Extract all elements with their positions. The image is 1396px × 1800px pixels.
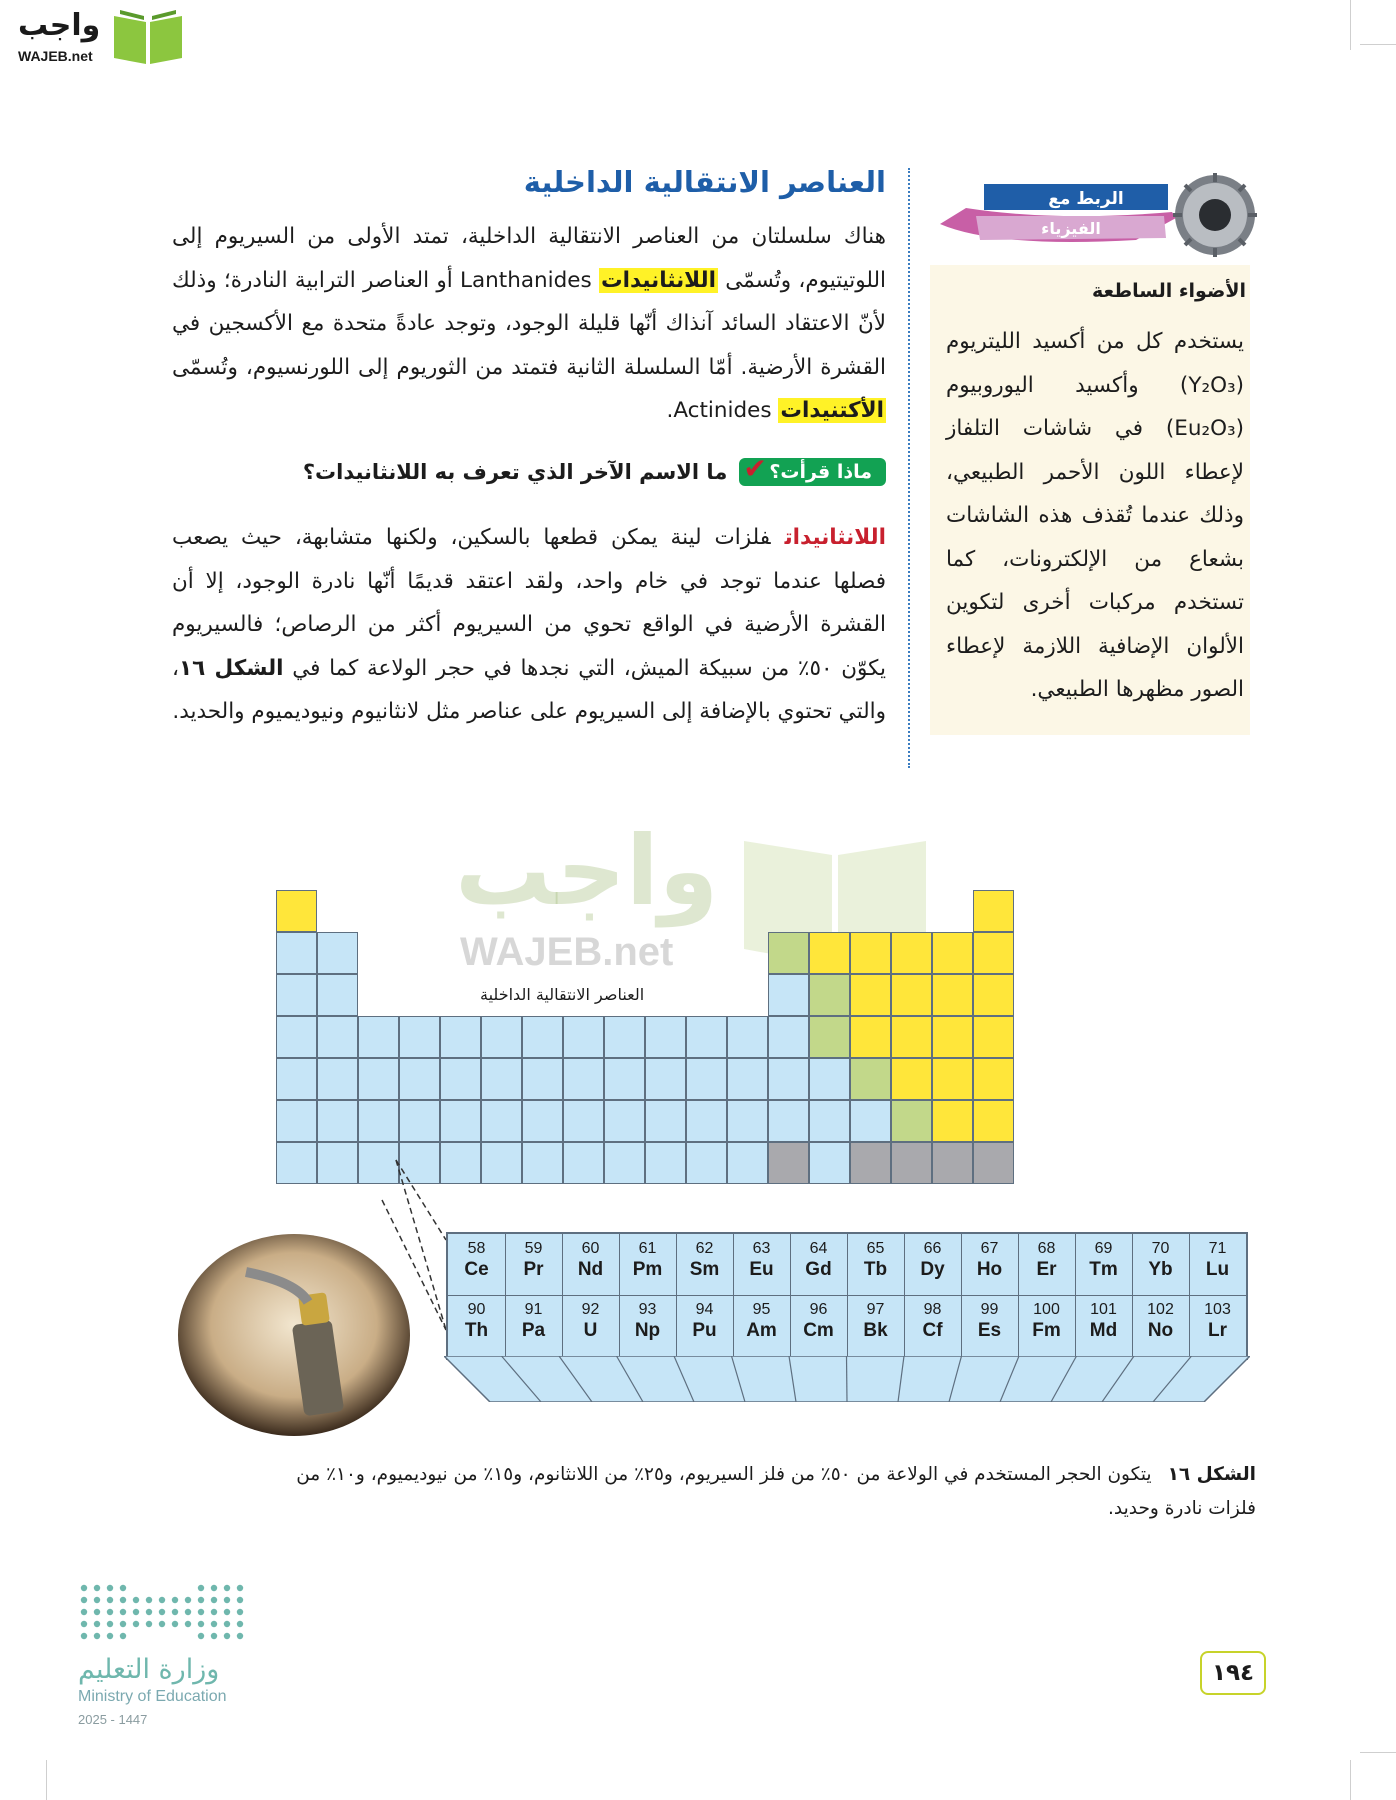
column-divider [908,168,910,768]
periodic-cell [399,1016,440,1058]
periodic-cell [358,1016,399,1058]
element-number: 66 [923,1240,942,1257]
logo-dot [211,1597,217,1603]
logo-dot [237,1585,243,1591]
periodic-cell [973,1058,1014,1100]
element-symbol: Bk [863,1320,888,1341]
element-cell [448,1295,506,1356]
element-symbol: Th [464,1320,489,1341]
sidebar-body: يستخدم كل من أكسيد الليتريوم (Y₂O₃) وأكسيد اليوروبيوم (Eu₂O₃) في شاشات التلفاز لإعطاء اللون الأحمر الطبيعي، وذلك عندما تُقذف هذه الشاشات بشعاع من الإلكترونات، كما تستخدم مركبات أخرى لتكوين الألوان الإضافية اللازمة لإعطاء الصور مظهرها الطبيعي. [946,329,1244,702]
logo-dot [81,1585,87,1591]
element-cell [847,1234,905,1295]
reading-check-label: ماذا قرأت؟ [769,461,872,483]
element-number: 92 [581,1301,600,1318]
logo-dot [224,1633,230,1639]
element-number: 91 [524,1301,543,1318]
logo-dot [94,1585,100,1591]
element-cell [1075,1295,1133,1356]
periodic-cell [686,1142,727,1184]
periodic-cell [686,1016,727,1058]
logo-dot [185,1621,191,1627]
section-title: العناصر الانتقالية الداخلية [523,165,886,199]
paragraph-lanthanides-a: فلزات لينة يمكن قطعها بالسكين، ولكنها متشابهة، حيث يصعب فصلها عندما توجد في خام واحد، ولقد اعتقد قديمًا أنّها نادرة الوجود، إلا أن القشرة الأرضية في الواقع تحوي من السيريوم أكثر من الرصاص؛ فالسيريوم يكوّن ٥٠٪ من سبيكة الميش، التي نجدها في حجر الولاعة كما في [172,525,886,681]
element-cell [1132,1234,1190,1295]
logo-dot [146,1609,152,1615]
element-cell [562,1295,620,1356]
periodic-cell [317,1058,358,1100]
element-number: 65 [866,1240,885,1257]
element-number: 67 [980,1240,999,1257]
periodic-cell [891,974,932,1016]
logo-dot [198,1609,204,1615]
paragraph-intro-c: Actinides. [666,398,779,423]
periodic-cell [645,1142,686,1184]
periodic-cell [563,1016,604,1058]
periodic-cell [809,1016,850,1058]
logo-dot [211,1621,217,1627]
periodic-cell [973,890,1014,932]
periodic-cell [809,1058,850,1100]
periodic-cell [932,974,973,1016]
element-number: 95 [752,1301,771,1318]
element-number: 68 [1037,1240,1056,1257]
logo-dot [107,1585,113,1591]
periodic-cell [768,932,809,974]
logo-dot [198,1597,204,1603]
logo-dot [237,1609,243,1615]
periodic-cell [522,1058,563,1100]
logo-dot [159,1621,165,1627]
logo-dot [224,1621,230,1627]
logo-dot [107,1609,113,1615]
f-block-table [446,1232,1248,1360]
logo-dot [120,1633,126,1639]
logo-dot [133,1597,139,1603]
periodic-cell [645,1100,686,1142]
element-symbol: Np [634,1320,661,1341]
ribbon-bottom-text: الفيزياء [1041,219,1101,238]
periodic-cell [809,1142,850,1184]
element-cell [1018,1295,1076,1356]
periodic-cell [768,1016,809,1058]
periodic-cell [317,1142,358,1184]
logo-dot [237,1597,243,1603]
periodic-cell [973,1142,1014,1184]
element-symbol: Cm [803,1320,834,1341]
paragraph-lanthanides [172,516,886,734]
element-number: 63 [752,1240,771,1257]
logo-dot [211,1585,217,1591]
element-cell [1132,1295,1190,1356]
periodic-cell [891,1142,932,1184]
element-cell [619,1295,677,1356]
element-symbol: Es [977,1320,1002,1341]
element-symbol: Tm [1089,1259,1118,1280]
element-cell [733,1234,791,1295]
periodic-cell [850,1142,891,1184]
paragraph-lanthanides-b: ، والتي تحتوي بالإضافة إلى السيريوم على عناصر مثل لانثانيوم ونيوديميوم والحديد. [172,655,886,724]
logo-dot [237,1621,243,1627]
periodic-cell [399,1058,440,1100]
element-symbol: Tb [863,1259,888,1280]
page-guide-right-bottom [1350,1760,1351,1800]
periodic-cell [317,974,358,1016]
logo-dot [120,1621,126,1627]
logo-dot [159,1609,165,1615]
logo-dot [185,1609,191,1615]
reading-check [302,452,886,492]
site-logo[interactable] [8,6,198,68]
element-cell [790,1295,848,1356]
periodic-cell [440,1016,481,1058]
periodic-cell [481,1016,522,1058]
element-number: 60 [581,1240,600,1257]
fan-line [847,1356,848,1402]
periodic-cell [276,890,317,932]
page-guide-right-bottom-h [1360,1752,1396,1753]
logo-dot [224,1585,230,1591]
term-actinides: الأكتنيدات [780,398,884,423]
element-number: 100 [1033,1301,1060,1318]
periodic-cell [276,1142,317,1184]
element-symbol: Sm [689,1259,720,1280]
periodic-cell [440,1100,481,1142]
element-cell [961,1295,1019,1356]
term-lanthanides: اللانثانيدات [601,267,716,293]
periodic-cell [891,1100,932,1142]
element-cell [1075,1234,1133,1295]
element-number: 94 [695,1301,714,1318]
periodic-cell [481,1142,522,1184]
figure-caption-label: الشكل ١٦ [1167,1464,1256,1485]
element-cell [676,1295,734,1356]
periodic-cell [850,1058,891,1100]
page-guide-right-top [1350,0,1351,50]
periodic-cell [727,1100,768,1142]
element-symbol: Fm [1032,1320,1061,1341]
periodic-cell [727,1058,768,1100]
periodic-cell [317,932,358,974]
element-number: 64 [809,1240,828,1257]
paragraph-intro-b: Lanthanides أو العناصر الترابية النادرة؛ وذلك لأنّ الاعتقاد السائد آنذاك أنّها قليلة الوجود، وتوجد عادةً متحدة مع الأكسجين في القشرة الأرضية. أمّا السلسلة الثانية فتمتد من الثوريوم إلى اللورنسيوم، وتُسمّى [172,267,886,380]
figure-caption [256,1458,1256,1526]
paragraph-intro-a: هناك سلسلتان من العناصر الانتقالية الداخلية، تمتد الأولى من السيريوم إلى اللوتيتيوم، وتُسمّى [172,224,886,293]
element-cell [676,1234,734,1295]
periodic-cell [686,1100,727,1142]
logo-dot [81,1621,87,1627]
element-cell [562,1234,620,1295]
periodic-cell [973,1016,1014,1058]
element-cell [1018,1234,1076,1295]
periodic-cell [932,1100,973,1142]
periodic-table-label: العناصر الانتقالية الداخلية [480,985,645,1004]
logo-dot [159,1597,165,1603]
periodic-cell [440,1058,481,1100]
element-cell [448,1234,506,1295]
logo-dot [211,1633,217,1639]
logo-dot [94,1633,100,1639]
periodic-cell [522,1142,563,1184]
element-symbol: Eu [749,1259,774,1280]
element-symbol: Gd [805,1259,832,1280]
periodic-cell [932,932,973,974]
element-number: 58 [467,1240,486,1257]
logo-dot [120,1597,126,1603]
element-symbol: No [1147,1320,1174,1341]
periodic-cell [563,1142,604,1184]
element-cell [619,1234,677,1295]
periodic-cell [276,974,317,1016]
element-symbol: Lr [1208,1320,1227,1341]
element-symbol: U [583,1320,598,1341]
logo-dot [172,1609,178,1615]
logo-dot [107,1633,113,1639]
logo-dot [81,1597,87,1603]
logo-dot [198,1585,204,1591]
periodic-cell [932,1142,973,1184]
element-number: 69 [1094,1240,1113,1257]
logo-dot [107,1621,113,1627]
periodic-cell [850,974,891,1016]
term-lanthanides-red: اللانثانيدات [784,525,886,550]
logo-dot [94,1597,100,1603]
element-symbol: Ce [464,1259,489,1280]
element-symbol: Er [1036,1259,1057,1280]
logo-dot [211,1609,217,1615]
element-number: 97 [866,1301,885,1318]
periodic-cell [276,932,317,974]
element-cell [733,1295,791,1356]
periodic-cell [973,932,1014,974]
periodic-cell [768,974,809,1016]
periodic-cell [276,1100,317,1142]
element-cell [505,1234,563,1295]
element-number: 59 [524,1240,543,1257]
periodic-cell [604,1100,645,1142]
periodic-cell [645,1058,686,1100]
element-symbol: Pu [692,1320,717,1341]
periodic-cell [891,1058,932,1100]
logo-dot [94,1609,100,1615]
logo-dot [198,1621,204,1627]
periodic-cell [358,1100,399,1142]
logo-dot [198,1633,204,1639]
element-cell [904,1234,962,1295]
logo-dot [81,1609,87,1615]
periodic-cell [727,1142,768,1184]
periodic-cell [358,1058,399,1100]
element-symbol: Am [746,1320,777,1341]
element-symbol: Nd [577,1259,604,1280]
reading-check-badge [739,452,886,486]
f-block-fan [444,1356,1250,1402]
logo-arabic: واجب [18,8,101,43]
element-symbol: Pm [632,1259,663,1280]
ministry-logo-dots [78,1582,248,1642]
periodic-cell [891,932,932,974]
periodic-cell [809,1100,850,1142]
logo-dot [146,1621,152,1627]
element-number: 101 [1090,1301,1117,1318]
element-number: 90 [467,1301,486,1318]
ribbon-top-text: الربط مع [1048,189,1124,209]
logo-dot [120,1585,126,1591]
logo-dot [172,1621,178,1627]
element-number: 96 [809,1301,828,1318]
periodic-cell [317,1016,358,1058]
page-guide-left-bottom [46,1760,47,1800]
ministry-name-arabic: وزارة التعليم [78,1654,220,1685]
logo-dot [237,1633,243,1639]
periodic-cell [768,1058,809,1100]
ministry-year: 2025 - 1447 [78,1712,148,1727]
logo-dot [133,1609,139,1615]
periodic-cell [604,1016,645,1058]
sidebar-heading: الأضواء الساطعة [1091,280,1246,302]
periodic-cell [686,1058,727,1100]
periodic-cell [932,1016,973,1058]
logo-dot [224,1597,230,1603]
element-number: 70 [1151,1240,1170,1257]
periodic-cell [891,1016,932,1058]
logo-dot [224,1609,230,1615]
periodic-cell [276,1058,317,1100]
ministry-name-english: Ministry of Education [78,1688,227,1705]
element-number: 98 [923,1301,942,1318]
periodic-cell [973,974,1014,1016]
element-symbol: Lu [1205,1259,1230,1280]
logo-dot [94,1621,100,1627]
physics-connection-ribbon [936,178,1176,250]
figure-caption-text: يتكون الحجر المستخدم في الولاعة من ٥٠٪ من فلز السيريوم، و٢٥٪ من اللانثانوم، و١٥٪ من نيوديميوم، و١٠٪ من فلزات نادرة وحديد. [296,1464,1256,1519]
book-icon [108,6,188,66]
page-number: ١٩٤ [1200,1651,1266,1695]
periodic-cell [563,1058,604,1100]
logo-dot [81,1633,87,1639]
logo-dot [185,1597,191,1603]
periodic-cell [563,1100,604,1142]
periodic-cell [276,1016,317,1058]
figure-reference: الشكل ١٦ [178,655,284,681]
element-number: 102 [1147,1301,1174,1318]
element-cell [790,1234,848,1295]
element-cell [904,1295,962,1356]
periodic-cell [727,1016,768,1058]
element-number: 61 [638,1240,657,1257]
periodic-cell [932,1058,973,1100]
periodic-cell [809,932,850,974]
page-guide-right-top-h [1360,44,1396,45]
periodic-cell [522,1016,563,1058]
lighter-flint-photo [176,1232,412,1438]
element-symbol: Dy [920,1259,945,1280]
periodic-cell [481,1100,522,1142]
periodic-cell [850,932,891,974]
logo-latin: WAJEB.net [18,48,93,64]
element-symbol: Yb [1148,1259,1173,1280]
element-number: 93 [638,1301,657,1318]
periodic-cell [645,1016,686,1058]
periodic-cell [973,1100,1014,1142]
paragraph-intro [172,215,886,433]
watermark-latin: WAJEB.net [460,930,674,974]
logo-dot [120,1609,126,1615]
element-cell [505,1295,563,1356]
element-number: 99 [980,1301,999,1318]
periodic-cell [850,1100,891,1142]
element-symbol: Ho [976,1259,1003,1280]
element-number: 71 [1208,1240,1227,1257]
logo-dot [172,1597,178,1603]
reading-check-question: ما الاسم الآخر الذي تعرف به اللانثانيدات؟ [302,460,728,484]
periodic-cell [317,1100,358,1142]
periodic-cell [809,974,850,1016]
element-symbol: Pr [523,1259,544,1280]
element-cell [1189,1234,1246,1295]
element-symbol: Md [1089,1320,1118,1341]
f-block-row-separator [448,1295,1246,1296]
periodic-cell [768,1142,809,1184]
watermark-arabic: واجب [455,815,719,927]
element-cell [961,1234,1019,1295]
periodic-cell [481,1058,522,1100]
element-cell [847,1295,905,1356]
element-symbol: Pa [521,1320,546,1341]
periodic-cell [768,1100,809,1142]
logo-dot [146,1597,152,1603]
check-icon: ✔ [743,452,767,485]
periodic-cell [522,1100,563,1142]
element-symbol: Cf [922,1320,943,1341]
logo-dot [133,1621,139,1627]
element-number: 103 [1204,1301,1231,1318]
element-number: 62 [695,1240,714,1257]
periodic-cell [604,1058,645,1100]
periodic-cell [604,1142,645,1184]
gear-icon [1172,172,1258,258]
logo-dot [107,1597,113,1603]
periodic-cell [399,1100,440,1142]
element-cell [1189,1295,1246,1356]
periodic-cell [850,1016,891,1058]
